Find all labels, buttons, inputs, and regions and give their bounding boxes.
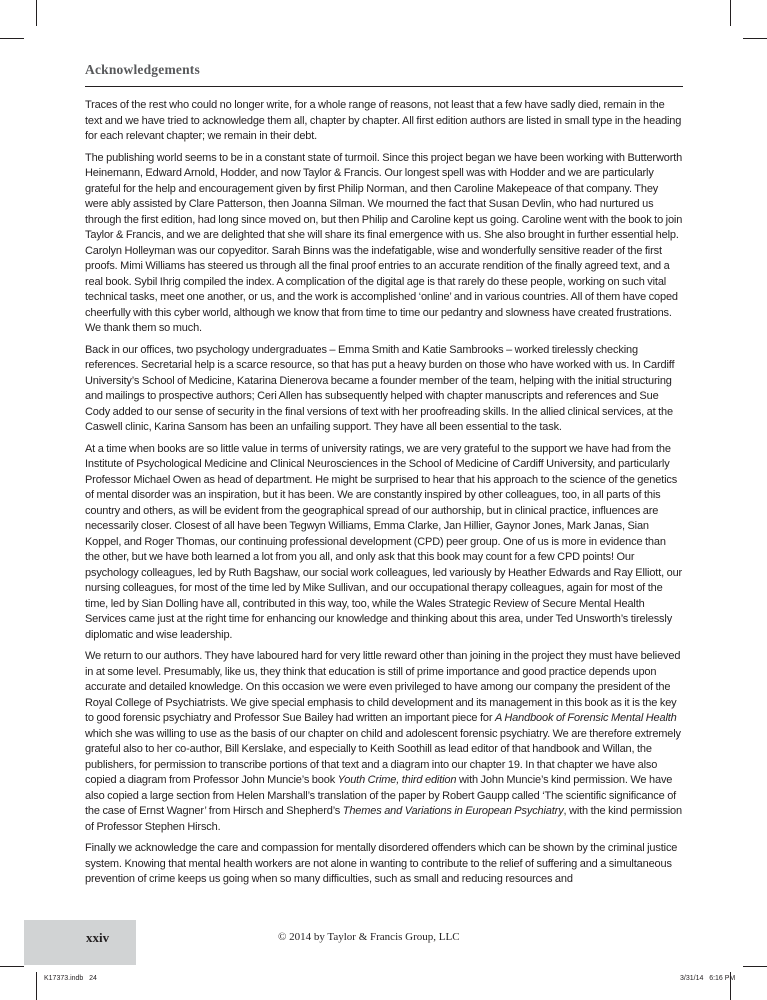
slug-date: 3/31/14 6:16 PM: [680, 975, 736, 982]
paragraph: Traces of the rest who could no longer write, for a whole range of reasons, not least that a few have sadly died, remain in the text and we have tried to acknowledge them all, chapter by chapter. All first edition authors are listed in small type in the heading for each relevant chapter; we remain in their debt.: [85, 99, 682, 142]
paragraph: The publishing world seems to be in a constant state of turmoil. Since this project began we have been working with Butterworth Heinemann, Edward Arnold, Hodder, and now Taylor & Francis. Our longest spell was with Hodder and we are particularly grateful for the help and encouragement given by first Philip Norman, and then Caroline Makepeace of that company. They were ably assisted by Clare Patterson, then Joanna Silman. We mourned the fact that Susan Devlin, who had nurtured us through the first edition, had long since moved on, but then Philip and Caroline kept us going. Caroline went with the book to join Taylor & Francis, and we are delighted that she will share its final emergence with us. She also brought in further essential help. Carolyn Holleyman was our copyeditor. Sarah Binns was the indefatigable, wise and wonderfully sensitive reader of the first proofs. Mimi Williams has steered us through all the final proof entries to an accurate rendition of the finally agreed text, and a real book. Sybil Ihrig compiled the index. A complication of the digital age is that rarely do these people, working on such vital technical tasks, meet one another, or us, and the work is accomplished ‘online’ and in various countries. All of them have coped cheerfully with this cyber world, although we know that from time to time our pedantry and slowness have created frustrations. We thank them so much.: [85, 151, 683, 334]
crop-mark: [36, 0, 37, 26]
paragraph: At a time when books are so little value in terms of university ratings, we are very grateful to the support we have had from the Institute of Psychological Medicine and Clinical Neurosciences in the School of Medicine of Cardiff University, and particularly Professor Michael Owen as head of department. He might be surprised to hear that his approach to the science of the genetics of mental disorder was an inspiration, but it has been. We are constantly inspired by other colleagues, too, in all parts of this country and others, as will be evident from the geographical spread of our authorship, but in clinical practice, influences are necessarily closer. Closest of all have been Tegwyn Williams, Emma Clarke, Jan Hillier, Gaynor Jones, Mark Janas, Sian Koppel, and Roger Thomas, our continuing professional development (CPD) peer group. One of us is more in evidence than the other, but we have both learned a lot from you all, and only ask that this book may count for a few CPD points! Our psychology colleagues, led by Ruth Bagshaw, our social work colleagues, led variously by Heather Edwards and Ray Elliott, our nursing colleagues, for most of the time led by Mike Sullivan, and our occupational therapy colleagues, again for most of the time, led by Sian Dolling have all, contributed in this way, too, while the Wales Strategic Review of Secure Mental Health Services came just at the right time for enhancing our knowledge and thinking about this area, under Ted Unsworth’s tirelessly diplomatic and wise leadership.: [85, 442, 683, 641]
crop-mark: [36, 972, 37, 1000]
paragraph: Finally we acknowledge the care and compassion for mentally disordered offenders which can be shown by the criminal justice system. Knowing that mental health workers are not alone in wanting to contribute to the relief of suffering and a simultaneous prevention of crime keeps us going when so many difficulties, such as small and reducing resources and: [85, 842, 678, 885]
slug-file: K17373.indb 24: [44, 975, 97, 982]
crop-mark: [730, 0, 731, 26]
body-text: [85, 98, 683, 894]
page-number: xxiv: [86, 930, 110, 945]
crop-mark: [0, 38, 24, 39]
crop-mark: [0, 966, 24, 967]
crop-mark: [743, 966, 767, 967]
book-title: Themes and Variations in European Psychiatry: [342, 805, 564, 817]
paragraph: We return to our authors. They have laboured hard for very little reward other than joining in the project they must have believed in at some level. Presumably, like us, they think that education is still of prime importance and good practice depends upon accurate and detailed knowledge. On this occasion we were even privileged to have among our company the president of the Royal College of Psychiatrists. We give special emphasis to child development and its management in this book as it is the key to good forensic psychiatry and Professor Sue Bailey had written an important piece for A Handbook of Forensic Mental Health which she was willing to use as the basis of our chapter on child and adolescent forensic psychiatry. We are therefore extremely grateful also to her co-author, Bill Kerslake, and especially to Keith Soothill as lead editor of that handbook and Willan, the publishers, for permission to transcribe portions of that text and a diagram into our chapter 19. In that chapter we have also copied a diagram from Professor John Muncie’s book Youth Crime, third edition with John Muncie’s kind permission. We have also copied a large section from Helen Marshall’s translation of the paper by Robert Gaupp called ‘The scientific significance of the case of Ernst Wagner’ from Hirsch and Shepherd’s Themes and Variations in European Psychiatry, with the kind permission of Professor Stephen Hirsch.: [85, 650, 682, 833]
book-title: A Handbook of Forensic Mental Health: [495, 712, 677, 724]
paragraph: Back in our offices, two psychology undergraduates – Emma Smith and Katie Sambrooks – worked tirelessly checking references. Secretarial help is a scarce resource, so that has put a heavy burden on those who have worked with us. In Cardiff University’s School of Medicine, Katarina Dienerova became a founder member of the team, helping with the initial structuring and mailings to prospective authors; Ceri Allen has subsequently helped with chapter manuscripts and references and Sue Cody added to our sense of security in the final versions of text with her proofreading skills. In the allied clinical services, at the Caswell clinic, Karina Sansom has been an unfailing support. They have all been essential to the task.: [85, 343, 675, 433]
copyright-line: © 2014 by Taylor & Francis Group, LLC: [278, 931, 460, 943]
running-header: Acknowledgements: [85, 62, 200, 77]
header-rule: [85, 86, 683, 87]
crop-mark: [743, 38, 767, 39]
page-number-box: [24, 920, 136, 965]
book-title: Youth Crime, third edition: [337, 774, 457, 786]
